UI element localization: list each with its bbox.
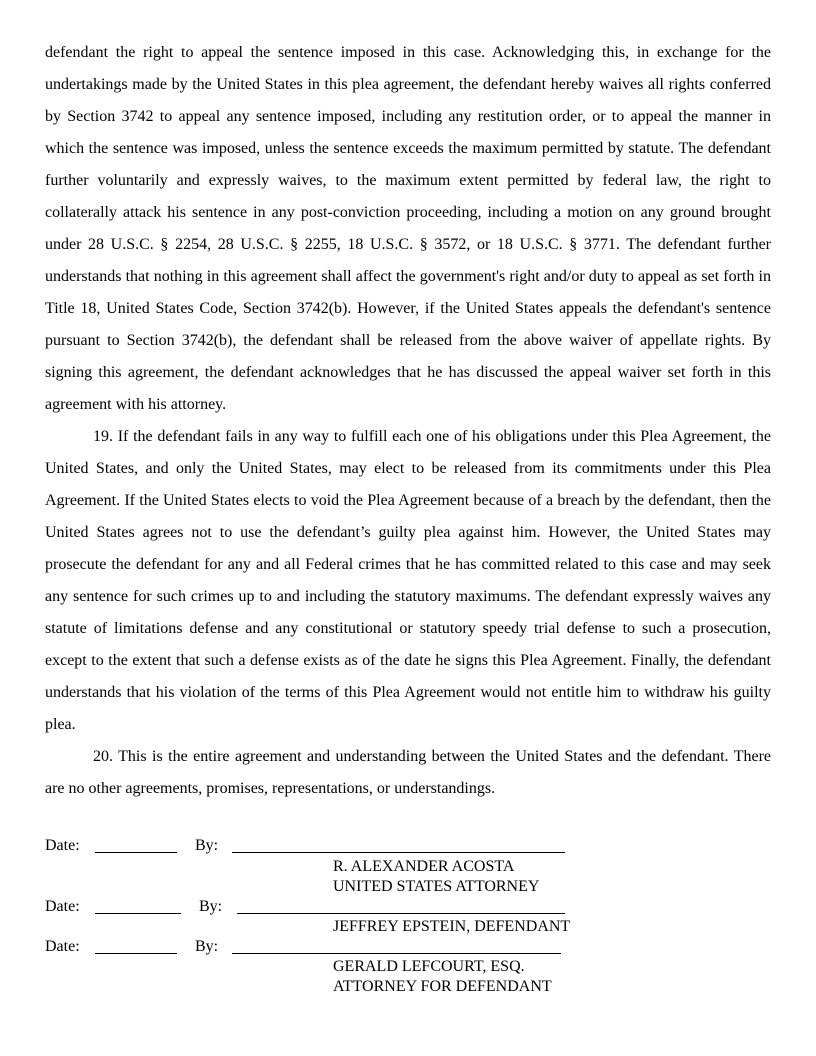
date-label: Date: xyxy=(45,938,80,955)
date-label: Date: xyxy=(45,898,80,915)
signer-name: R. ALEXANDER ACOSTA xyxy=(333,858,515,875)
signature-line[interactable] xyxy=(232,852,565,853)
by-label: By: xyxy=(195,938,219,955)
signer-title: UNITED STATES ATTORNEY xyxy=(333,878,540,895)
date-line[interactable] xyxy=(95,953,177,954)
agreement-body xyxy=(45,37,771,805)
date-label: Date: xyxy=(45,837,80,854)
signer-name: JEFFREY EPSTEIN, DEFENDANT xyxy=(333,918,571,935)
signer-name: GERALD LEFCOURT, ESQ. xyxy=(333,958,525,975)
signature-line[interactable] xyxy=(237,913,565,914)
paragraph-appeal-waiver: defendant the right to appeal the sentence imposed in this case. Acknowledging this, in exchange for the undertakings made by the United States in this plea agreement, the defendant hereby waives all rights conferred by Section 3742 to appeal any sentence imposed, including any restitution order, or to appeal the manner in which the sentence was imposed, unless the sentence exceeds the maximum permitted by statute. The defendant further voluntarily and expressly waives, to the maximum extent permitted by federal law, the right to collaterally attack his sentence in any post-conviction proceeding, including a motion on any ground brought under 28 U.S.C. § 2254, 28 U.S.C. § 2255, 18 U.S.C. § 3572, or 18 U.S.C. § 3771. The defendant further understands that nothing in this agreement shall affect the government's right and/or duty to appeal as set forth in Title 18, United States Code, Section 3742(b). However, if the United States appeals the defendant's sentence pursuant to Section 3742(b), the defendant shall be released from the above waiver of appellate rights. By signing this agreement, the defendant acknowledges that he has discussed the appeal waiver set forth in this agreement with his attorney. xyxy=(45,44,771,413)
date-line[interactable] xyxy=(95,852,177,853)
by-label: By: xyxy=(195,837,219,854)
signer-title: ATTORNEY FOR DEFENDANT xyxy=(333,978,552,995)
paragraph-20: 20. This is the entire agreement and understanding between the United States and the defendant. There are no other agreements, promises, representations, or understandings. xyxy=(45,748,771,797)
date-line[interactable] xyxy=(95,913,181,914)
by-label: By: xyxy=(199,898,223,915)
signature-line[interactable] xyxy=(232,953,561,954)
paragraph-19: 19. If the defendant fails in any way to fulfill each one of his obligations under this Plea Agreement, the United States, and only the United States, may elect to be released from its commitments under this Plea Agreement. If the United States elects to void the Plea Agreement because of a breach by the defendant, then the United States agrees not to use the defendant’s guilty plea against him. However, the United States may prosecute the defendant for any and all Federal crimes that he has committed related to this case and may seek any sentence for such crimes up to and including the statutory maximums. The defendant expressly waives any statute of limitations defense and any constitutional or statutory speedy trial defense to such a prosecution, except to the extent that such a defense exists as of the date he signs this Plea Agreement. Finally, the defendant understands that his violation of the terms of this Plea Agreement would not entitle him to withdraw his guilty plea. xyxy=(45,428,771,733)
